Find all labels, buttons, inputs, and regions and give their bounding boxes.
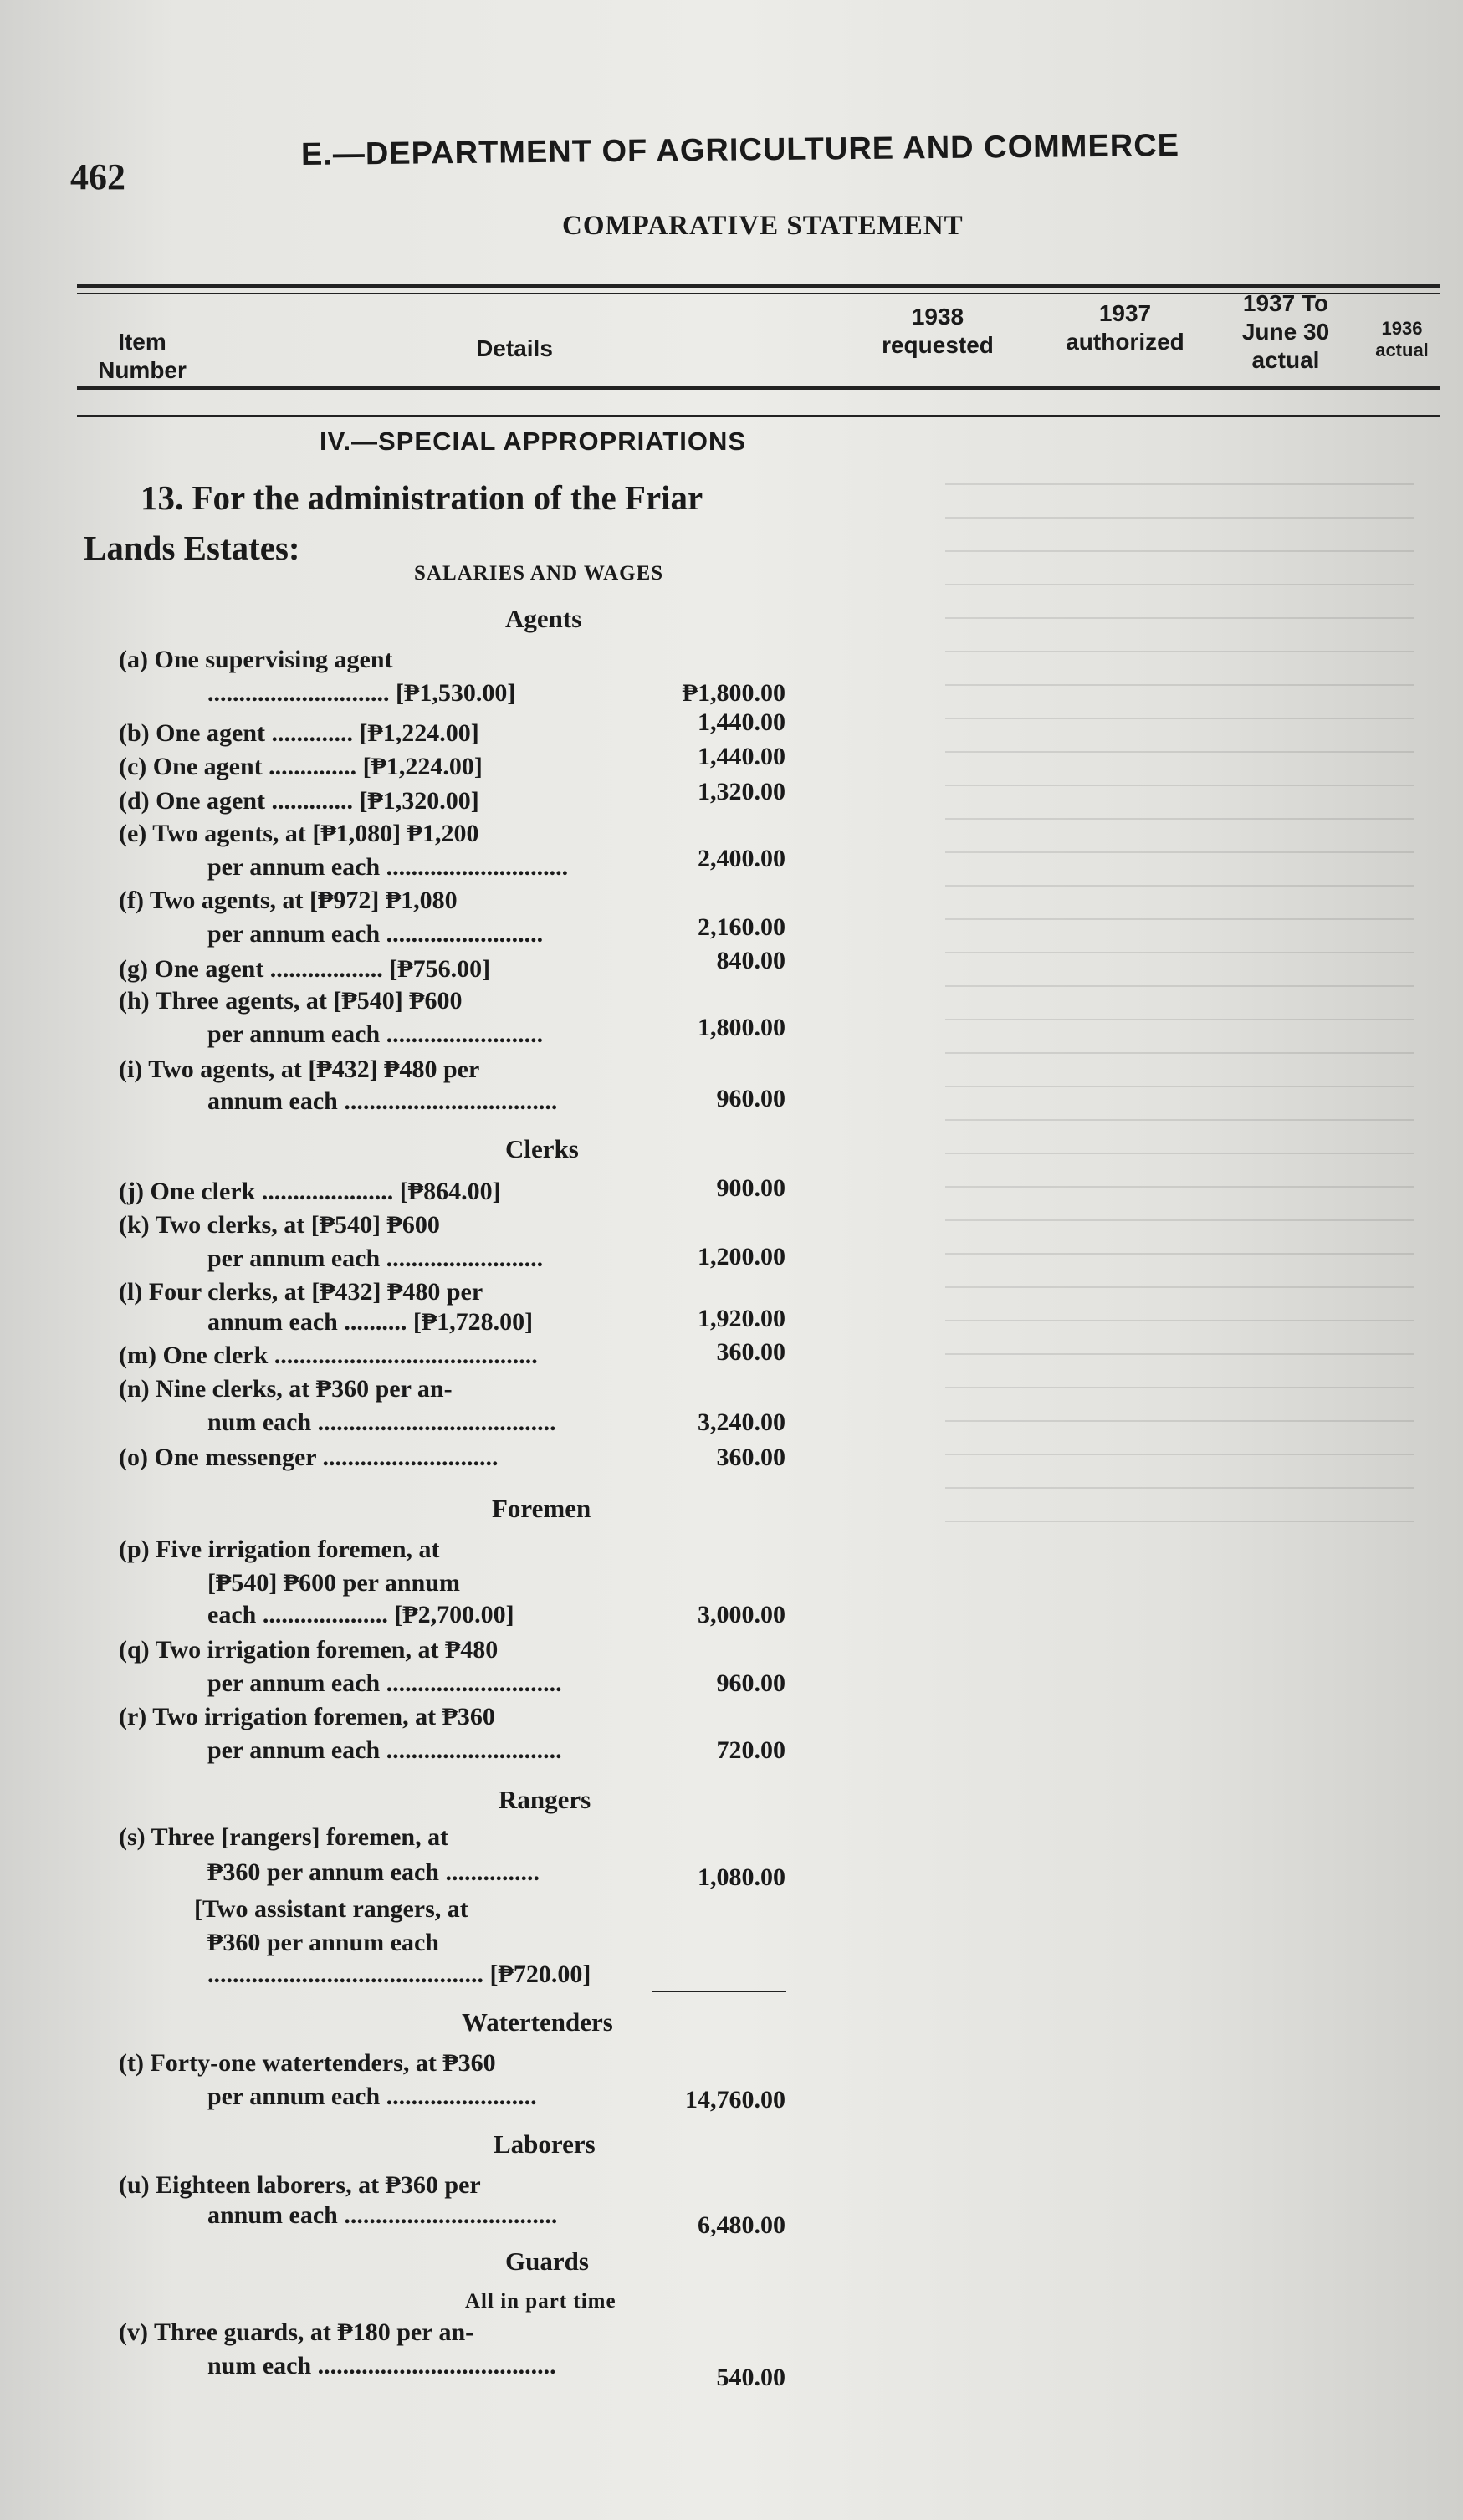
line-c: (c) One agent .............. [₱1,224.00] [119, 753, 483, 780]
line-e2: per annum each ............................. [207, 853, 569, 881]
amount-g: 840.00 [716, 947, 785, 974]
line-r2: per annum each ............................ [207, 1736, 562, 1764]
line-r1: (r) Two irrigation foremen, at ₱360 [119, 1703, 495, 1730]
group-laborers: Laborers [494, 2129, 596, 2159]
line-p3: each .................... [₱2,700.00] [207, 1601, 514, 1628]
line-n2: num each ...................................... [207, 1408, 556, 1436]
line-s4: ₱360 per annum each [207, 1929, 439, 1956]
col-1938-requested: 1938 requested [882, 304, 994, 358]
line-v2: num each ...................................... [207, 2352, 556, 2379]
line-a2: ............................. [₱1,530.00] [207, 679, 516, 707]
line-s5: ............................................ [₱720.00] [207, 1960, 591, 1988]
top-rule [77, 284, 1440, 288]
line-l1: (l) Four clerks, at [₱432] ₱480 per [119, 1278, 483, 1306]
amount-e: 2,400.00 [698, 845, 785, 872]
col-item-number: Item Number [98, 329, 187, 383]
line-h2: per annum each ......................... [207, 1020, 544, 1048]
subtotal-rule [652, 1991, 786, 1992]
line-q2: per annum each ............................ [207, 1669, 562, 1697]
amount-j: 900.00 [716, 1174, 785, 1202]
col-1937-authorized: 1937 authorized [1066, 300, 1184, 355]
line-i1: (i) Two agents, at [₱432] ₱480 per [119, 1056, 480, 1083]
group-watertenders: Watertenders [462, 2007, 613, 2037]
line-t1: (t) Forty-one watertenders, at ₱360 [119, 2049, 496, 2077]
line-f2: per annum each ......................... [207, 920, 544, 948]
line-o: (o) One messenger ............................ [119, 1444, 499, 1471]
line-u2: annum each .................................. [207, 2201, 558, 2229]
line-n1: (n) Nine clerks, at ₱360 per an- [119, 1375, 453, 1403]
group-rangers: Rangers [499, 1785, 591, 1814]
line-b: (b) One agent ............. [₱1,224.00] [119, 719, 479, 747]
amount-t: 14,760.00 [685, 2086, 785, 2114]
amount-r: 720.00 [716, 1736, 785, 1764]
line-d: (d) One agent ............. [₱1,320.00] [119, 787, 479, 815]
line-f1: (f) Two agents, at [₱972] ₱1,080 [119, 887, 458, 914]
amount-p: 3,000.00 [698, 1601, 785, 1628]
guards-note: All in part time [465, 2290, 616, 2313]
line-p2: [₱540] ₱600 per annum [207, 1569, 460, 1597]
line-p1: (p) Five irrigation foremen, at [119, 1536, 440, 1563]
amount-i: 960.00 [716, 1085, 785, 1112]
item-heading: 13. For the administration of the Friar Lands Estates: [84, 478, 703, 567]
line-i2: annum each .................................. [207, 1087, 558, 1115]
amount-u: 6,480.00 [698, 2211, 785, 2239]
line-s1: (s) Three [rangers] foremen, at [119, 1823, 449, 1851]
group-foremen: Foremen [492, 1494, 591, 1523]
page-header: E.—DEPARTMENT OF AGRICULTURE AND COMMERCE [300, 128, 1180, 172]
line-u1: (u) Eighteen laborers, at ₱360 per [119, 2171, 481, 2199]
line-v1: (v) Three guards, at ₱180 per an- [119, 2318, 474, 2346]
group-clerks: Clerks [505, 1134, 579, 1163]
line-t2: per annum each ........................ [207, 2083, 537, 2110]
line-j: (j) One clerk ..................... [₱864.00] [119, 1178, 501, 1205]
line-s2: ₱360 per annum each ............... [207, 1858, 540, 1886]
amount-q: 960.00 [716, 1669, 785, 1697]
amount-h: 1,800.00 [698, 1014, 785, 1041]
header-bottom-rule [77, 386, 1440, 390]
col-details: Details [476, 335, 553, 361]
bleed-through-text [945, 452, 1414, 2166]
line-g: (g) One agent .................. [₱756.00] [119, 955, 491, 983]
col-1937-june30: 1937 To June 30 actual [1241, 290, 1330, 373]
page-number: 462 [70, 156, 125, 197]
amount-d: 1,320.00 [698, 778, 785, 805]
line-m: (m) One clerk .......................................... [119, 1342, 538, 1369]
amount-n: 3,240.00 [698, 1408, 785, 1436]
line-e1: (e) Two agents, at [₱1,080] ₱1,200 [119, 820, 479, 847]
amount-l: 1,920.00 [698, 1305, 785, 1332]
amount-s: 1,080.00 [698, 1863, 785, 1891]
page-subheader: COMPARATIVE STATEMENT [562, 211, 964, 241]
line-s3: [Two assistant rangers, at [194, 1895, 468, 1923]
amount-a: ₱1,800.00 [682, 679, 785, 707]
line-q1: (q) Two irrigation foremen, at ₱480 [119, 1636, 499, 1664]
amount-c: 1,440.00 [698, 743, 785, 770]
header-bottom-rule-thin [77, 415, 1440, 417]
amount-m: 360.00 [716, 1338, 785, 1366]
line-l2: annum each .......... [₱1,728.00] [207, 1308, 534, 1336]
amount-b: 1,440.00 [698, 708, 785, 736]
section-title: IV.—SPECIAL APPROPRIATIONS [320, 427, 747, 456]
line-a1: (a) One supervising agent [119, 646, 393, 673]
line-k2: per annum each ......................... [207, 1245, 544, 1272]
group-agents: Agents [505, 604, 582, 633]
amount-k: 1,200.00 [698, 1243, 785, 1270]
subsection-title: SALARIES AND WAGES [414, 562, 664, 585]
line-k1: (k) Two clerks, at [₱540] ₱600 [119, 1211, 440, 1239]
col-1936-actual: 1936 actual [1375, 318, 1429, 360]
group-guards: Guards [505, 2247, 589, 2276]
amount-v: 540.00 [716, 2364, 785, 2391]
line-h1: (h) Three agents, at [₱540] ₱600 [119, 987, 463, 1015]
amount-f: 2,160.00 [698, 913, 785, 941]
amount-o: 360.00 [716, 1444, 785, 1471]
